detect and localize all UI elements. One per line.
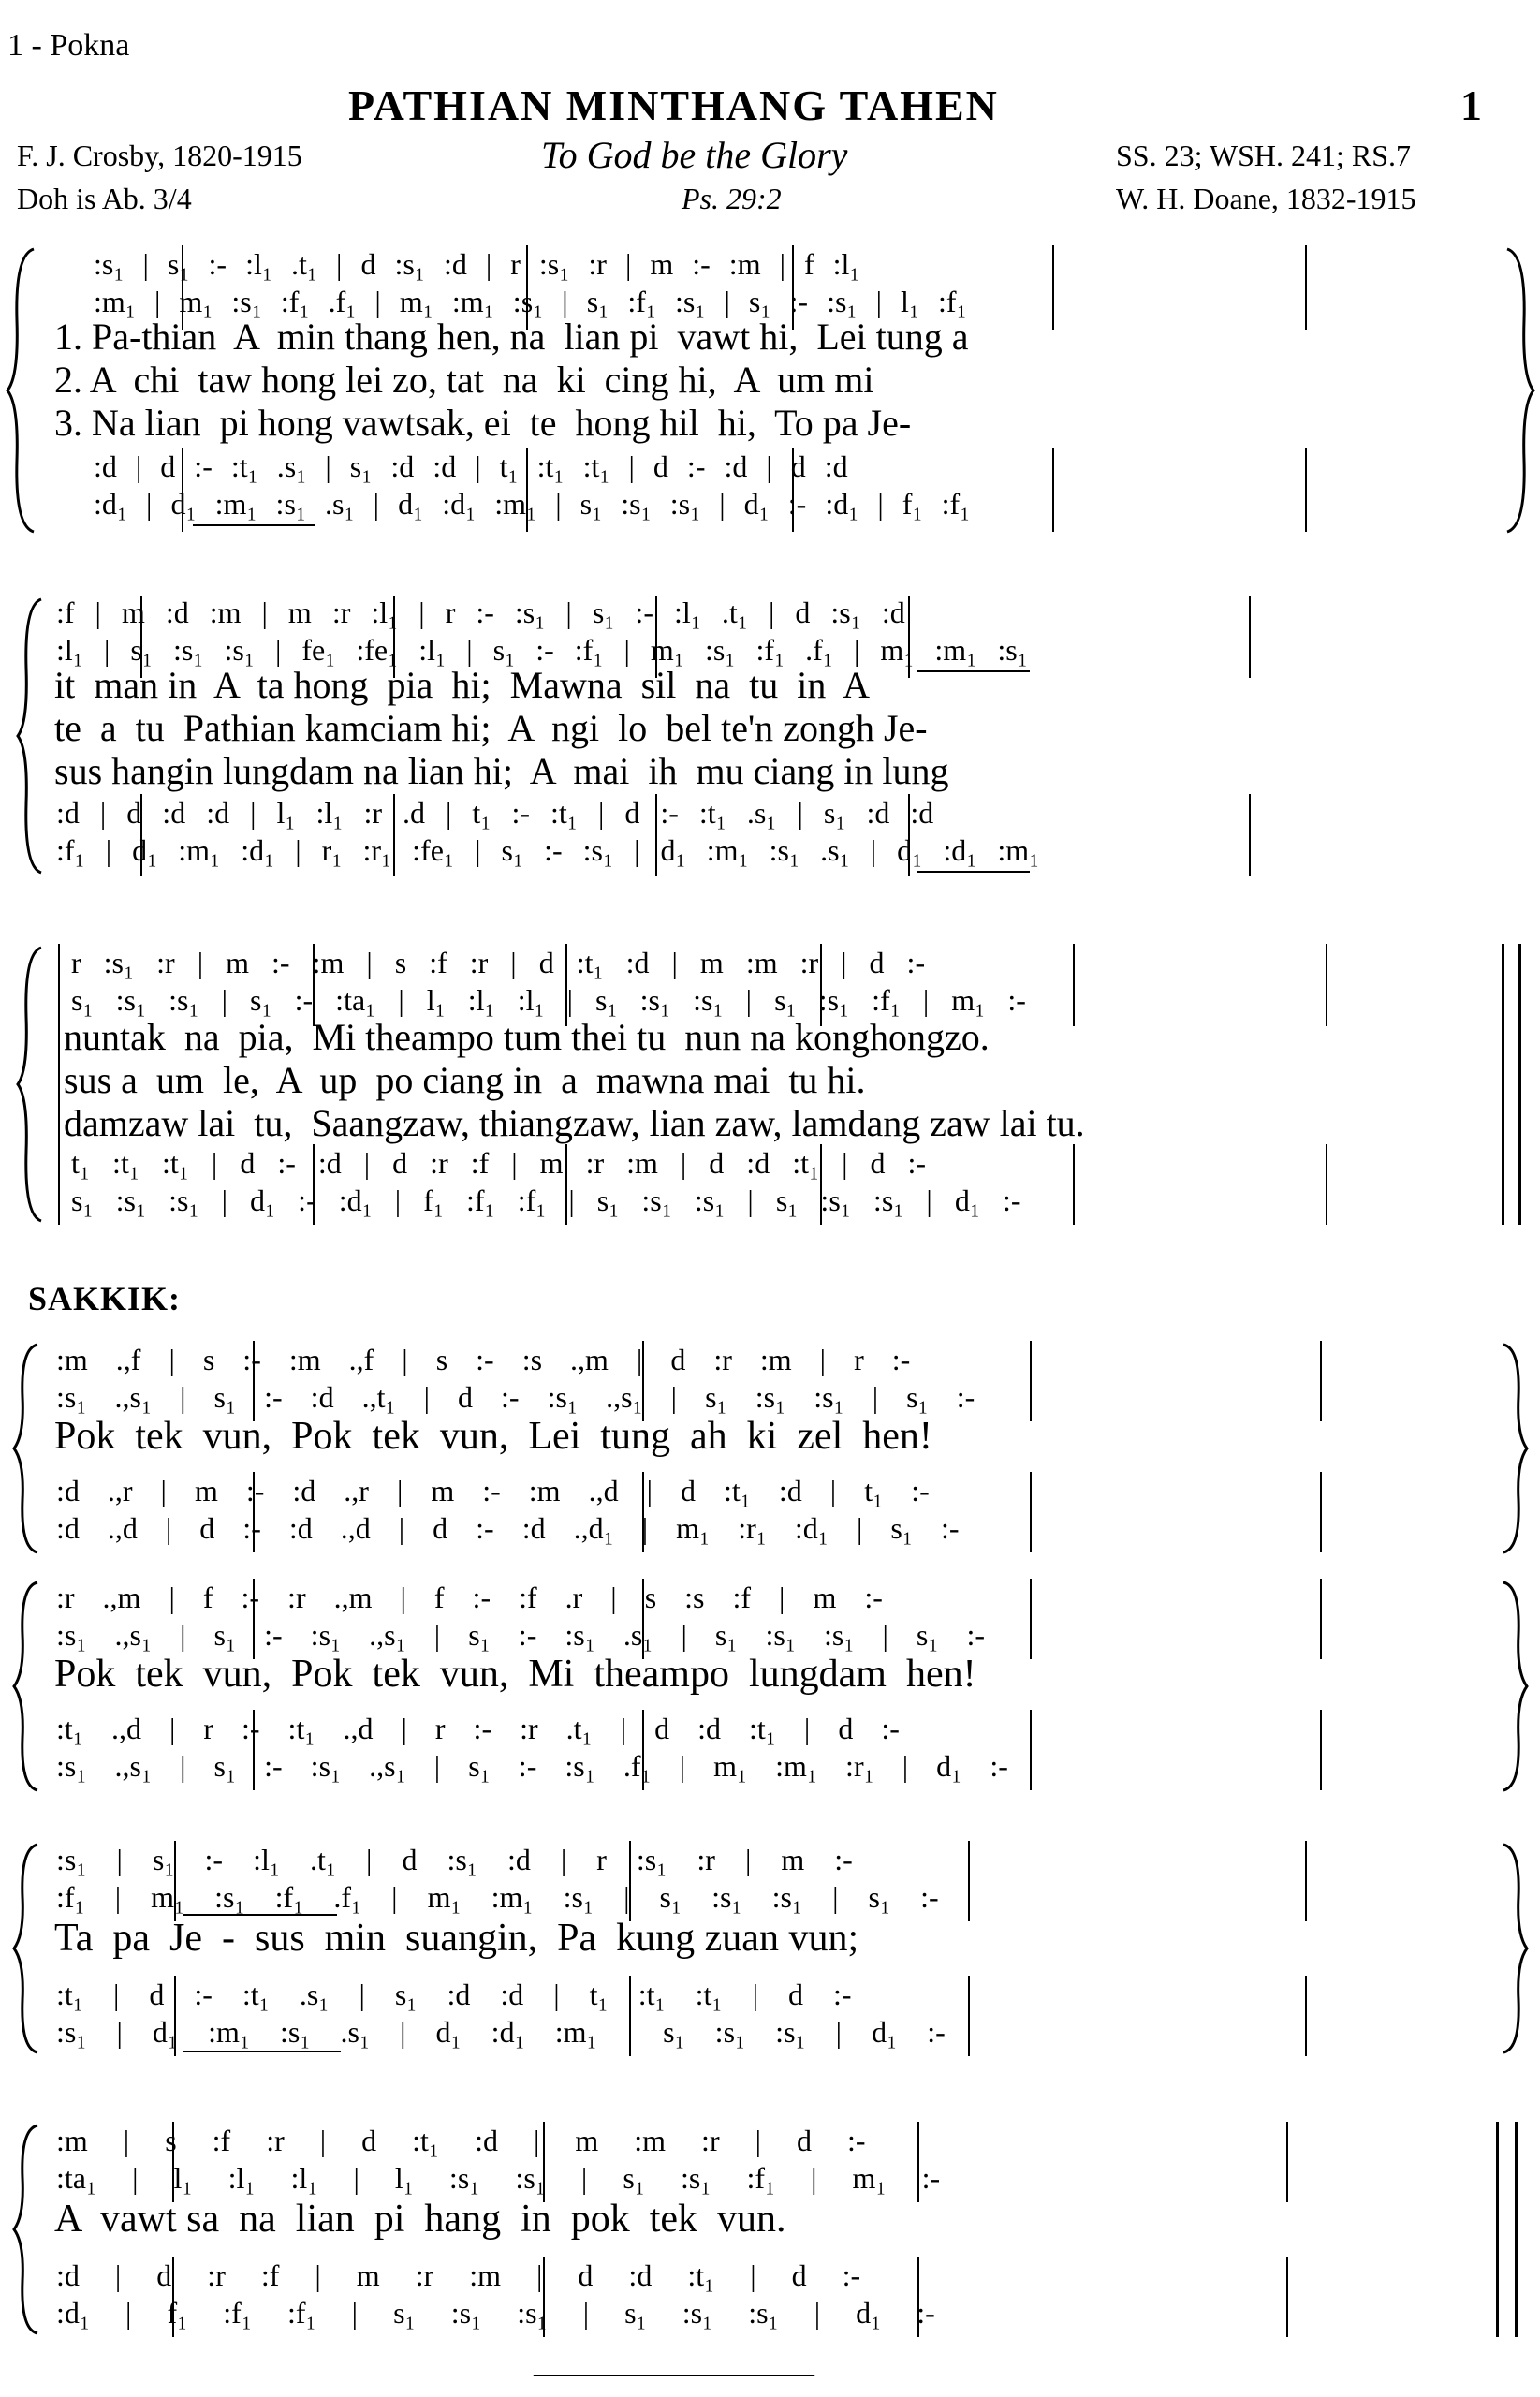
soprano-line: :s₁ | s₁ :- :l₁ .t₁ | d :s₁ :d | r :s₁ :r | m :- :m | f :l₁ (94, 247, 860, 281)
bar-line (1305, 1976, 1307, 2056)
bar-line (1305, 1841, 1307, 1921)
right-brace (1498, 1579, 1532, 1794)
bar-line (58, 944, 60, 1225)
lyric-verse-2: te a tu Pathian kamciam hi; A ngi lo bel te'n zongh Je- (54, 707, 928, 749)
bar-line (1326, 1144, 1327, 1225)
tenor-line: :t₁ .,d | r :- :t₁ .,d | r :- :r .t₁ | d :d :t₁ | d :- (56, 1712, 900, 1745)
references: SS. 23; WSH. 241; RS.7 (1116, 139, 1412, 172)
left-brace (13, 596, 47, 876)
scripture-ref: Ps. 29:2 (682, 182, 782, 215)
page-label: 1 - Pokna (7, 28, 130, 63)
final-bar-line (1496, 2122, 1499, 2337)
tenor-line: :d .,r | m :- :d .,r | m :- :m .,d | d :t₁ :d | t₁ :- (56, 1474, 930, 1507)
bar-line (968, 1841, 970, 1921)
bar-line (1320, 1579, 1322, 1659)
tenor-line: :d | d :- :t₁ .s₁ | s₁ :d :d | t₁ :t₁ :t₁ | d :- :d | d :d (94, 449, 848, 483)
lyric-verse-3: 3. Na lian pi hong vawtsak, ei te hong hil hi, To pa Je- (54, 402, 912, 444)
alto-line: :s₁ .,s₁ | s₁ :- :s₁ .,s₁ | s₁ :- :s₁ .s₁ | s₁ :s₁ :s₁ | s₁ :- (56, 1618, 986, 1652)
alto-line: :s₁ .,s₁ | s₁ :- :d .,t₁ | d :- :s₁ .,s₁ | s₁ :s₁ :s₁ | s₁ :- (56, 1380, 975, 1414)
hymn-number: 1 (1460, 81, 1482, 129)
lyric-verse-2: sus a um le, A up po ciang in a mawna mai tu hi. (64, 1059, 866, 1101)
refrain-lyric: Pok tek vun, Pok tek vun, Mi theampo lungdam hen! (54, 1653, 976, 1696)
bar-line (1249, 596, 1251, 678)
soprano-line: r :s₁ :r | m :- :m | s :f :r | d :t₁ :d | m :m :r | d :- (71, 946, 926, 979)
bass-line: :d₁ | d₁ :m₁ :s₁ .s₁ | d₁ :d₁ :m₁ | s₁ :s₁ :s₁ | d₁ :- :d₁ | f₁ :f₁ (94, 487, 971, 521)
footer-rule: ____________________ (534, 2348, 814, 2379)
alto-line: :m₁ | m₁ :s₁ :f₁ .f₁ | m₁ :m₁ :s₁ | s₁ :f₁ :s₁ | s₁ :- :s₁ | l₁ :f₁ (94, 285, 967, 318)
bar-line (1030, 1341, 1032, 1421)
left-brace (2, 245, 39, 536)
lyric-verse-3: damzaw lai tu, Saangzaw, thiangzaw, lian zaw, lamdang zaw lai tu. (64, 1102, 1085, 1144)
left-brace (13, 944, 47, 1225)
soprano-line: :m .,f | s :- :m .,f | s :- :s .,m | d :r :m | r :- (56, 1343, 911, 1376)
left-brace (9, 2122, 43, 2337)
final-bar-line (1515, 2122, 1518, 2337)
final-bar-line (1518, 944, 1521, 1225)
lyricist: F. J. Crosby, 1820-1915 (17, 139, 302, 172)
lyric-verse-2: 2. A chi taw hong lei zo, tat na ki cing hi, A um mi (54, 359, 874, 401)
bar-line (1073, 944, 1075, 1026)
composer: W. H. Doane, 1832-1915 (1116, 182, 1416, 215)
bar-line (1030, 1710, 1032, 1790)
right-brace (1502, 245, 1539, 536)
bass-line: :f₁ | d₁ :m₁ :d₁ | r₁ :r₁ :fe₁ | s₁ :- :s₁ | d₁ :m₁ :s₁ .s₁ | d₁ :d₁ :m₁ (56, 833, 1040, 867)
tenor-line: :d | d :d :d | l₁ :l₁ :r .d | t₁ :- :t₁ | d :- :t₁ .s₁ | s₁ :d :d (56, 796, 934, 830)
refrain-lyric: Ta pa Je - sus min suangin, Pa kung zuan vun; (54, 1917, 859, 1960)
alto-line: s₁ :s₁ :s₁ | s₁ :- :ta₁ | l₁ :l₁ :l₁ | s₁ :s₁ :s₁ | s₁ :s₁ :f₁ | m₁ :- (71, 983, 1026, 1017)
right-brace (1498, 1841, 1532, 2056)
lyric-verse-1: it man in A ta hong pia hi; Mawna sil na tu in A (54, 664, 871, 706)
hymn-title: PATHIAN MINTHANG TAHEN (348, 81, 999, 129)
slur-underline (917, 670, 1030, 672)
tenor-line: t₁ :t₁ :t₁ | d :- :d | d :r :f | m :r :m | d :d :t₁ | d :- (71, 1146, 927, 1180)
refrain-lyric: A vawt sa na lian pi hang in pok tek vun. (54, 2198, 786, 2241)
bar-line (1286, 2122, 1288, 2202)
bar-line (1305, 448, 1307, 532)
bar-line (1286, 2257, 1288, 2337)
soprano-line: :m | s :f :r | d :t₁ :d | m :m :r | d :- (56, 2124, 866, 2157)
english-title: To God be the Glory (541, 134, 848, 176)
bar-line (1326, 944, 1327, 1026)
soprano-line: :r .,m | f :- :r .,m | f :- :f .r | s :s :f | m :- (56, 1581, 883, 1614)
alto-line: :l₁ | s₁ :s₁ :s₁ | fe₁ :fe₁ :l₁ | s₁ :- :f₁ | m₁ :s₁ :f₁ .f₁ | m₁ :m₁ :s₁ (56, 633, 1028, 667)
tenor-line: :t₁ | d :- :t₁ .s₁ | s₁ :d :d | t₁ :t₁ :t₁ | d :- (56, 1978, 852, 2011)
bar-line (1030, 1472, 1032, 1552)
bar-line (1052, 245, 1054, 330)
bar-line (1320, 1472, 1322, 1552)
left-brace (9, 1341, 43, 1556)
lyric-verse-3: sus hangin lungdam na lian hi; A mai ih mu ciang in lung (54, 750, 949, 792)
bar-line (1030, 1579, 1032, 1659)
final-bar-line (1502, 944, 1504, 1225)
key-time: Doh is Ab. 3/4 (17, 182, 192, 215)
left-brace (9, 1579, 43, 1794)
bass-line: :s₁ .,s₁ | s₁ :- :s₁ .,s₁ | s₁ :- :s₁ .f₁ | m₁ :m₁ :r₁ | d₁ :- (56, 1749, 1008, 1783)
soprano-line: :f | m :d :m | m :r :l₁ | r :- :s₁ | s₁ :- :l₁ .t₁ | d :s₁ :d (56, 596, 905, 629)
bar-line (1320, 1341, 1322, 1421)
left-brace (9, 1841, 43, 2056)
bar-line (1052, 448, 1054, 532)
bass-line: :d .,d | d :- :d .,d | d :- :d .,d₁ | m₁ :r₁ :d₁ | s₁ :- (56, 1511, 960, 1545)
slur-underline (183, 2051, 341, 2052)
bar-line (968, 1976, 970, 2056)
alto-line: :f₁ | m₁ :s₁ :f₁ .f₁ | m₁ :m₁ :s₁ | s₁ :s₁ :s₁ | s₁ :- (56, 1880, 939, 1914)
lyric-verse-1: 1. Pa-thian A min thang hen, na lian pi vawt hi, Lei tung a (54, 316, 969, 358)
slur-underline (917, 871, 1030, 873)
alto-line: :ta₁ | l₁ :l₁ :l₁ | l₁ :s₁ :s₁ | s₁ :s₁ :f₁ | m₁ :- (56, 2161, 941, 2195)
bass-line: :d₁ | f₁ :f₁ :f₁ | s₁ :s₁ :s₁ | s₁ :s₁ :s₁ | d₁ :- (56, 2296, 935, 2330)
bass-line: :s₁ | d₁ :m₁ :s₁ .s₁ | d₁ :d₁ :m₁ | s₁ :s₁ :s₁ | d₁ :- (56, 2015, 946, 2049)
refrain-lyric: Pok tek vun, Pok tek vun, Lei tung ah ki zel hen! (54, 1415, 932, 1458)
lyric-verse-1: nuntak na pia, Mi theampo tum thei tu nun na konghongzo. (64, 1016, 990, 1058)
tenor-line: :d | d :r :f | m :r :m | d :d :t₁ | d :- (56, 2258, 861, 2292)
bass-line: s₁ :s₁ :s₁ | d₁ :- :d₁ | f₁ :f₁ :f₁ | s₁ :s₁ :s₁ | s₁ :s₁ :s₁ | d₁ :- (71, 1184, 1021, 1217)
bar-line (1073, 1144, 1075, 1225)
slur-underline (193, 524, 315, 526)
soprano-line: :s₁ | s₁ :- :l₁ .t₁ | d :s₁ :d | r :s₁ :r | m :- (56, 1843, 853, 1876)
bar-line (1249, 794, 1251, 876)
bar-line (1320, 1710, 1322, 1790)
right-brace (1498, 1341, 1532, 1556)
refrain-label: SAKKIK: (28, 1280, 182, 1317)
bar-line (1305, 245, 1307, 330)
